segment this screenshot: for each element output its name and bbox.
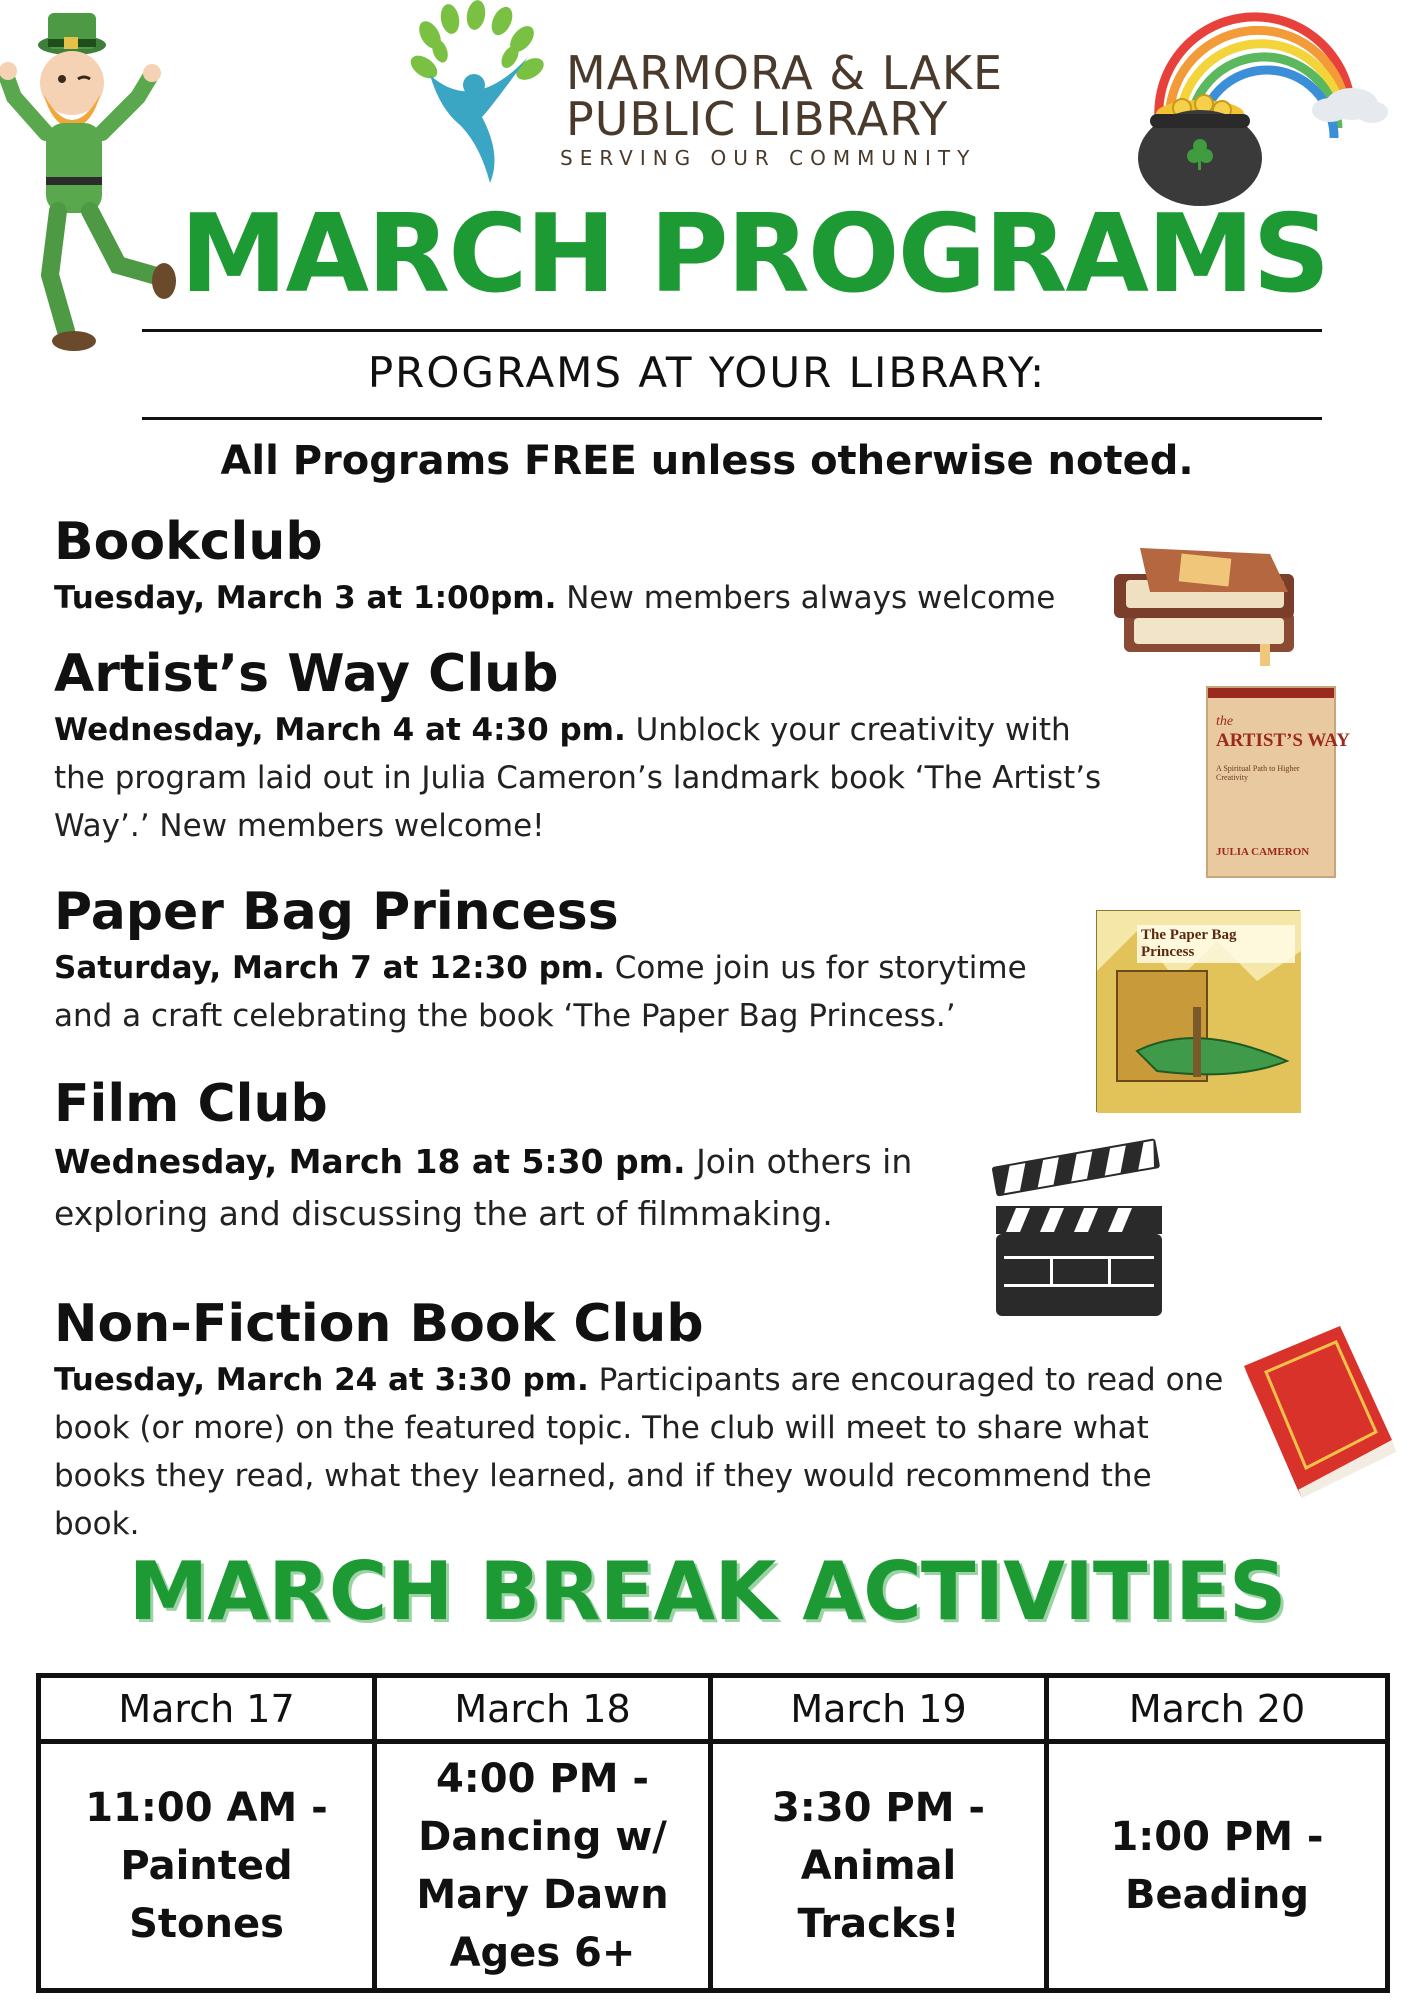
program-when: Tuesday, March 24 at 3:30 pm.	[54, 1362, 589, 1398]
paper-bag-princess-book-cover	[1096, 910, 1300, 1112]
leprechaun-illustration	[0, 5, 175, 370]
program-details: Unblock your creativity with the program laid out in Julia Cameron’s landmark book ‘The Artist’s Way’.’ New members welcome!	[54, 712, 1102, 844]
program-title: Paper Bag Princess	[54, 882, 619, 942]
table-header-cell: March 17	[41, 1678, 377, 1744]
program-title: Bookclub	[54, 512, 323, 572]
program-when: Saturday, March 7 at 12:30 pm.	[54, 950, 605, 986]
program-description	[54, 706, 1124, 850]
cover-title: ARTIST’S WAY	[1216, 730, 1350, 751]
program-when: Wednesday, March 18 at 5:30 pm.	[54, 1142, 686, 1181]
cover-title-prefix: the	[1216, 714, 1234, 729]
program-paper-bag-princess	[54, 880, 1084, 1040]
table-cell: 3:30 PM - Animal Tracks!	[713, 1744, 1049, 1988]
table-header-cell: March 18	[377, 1678, 713, 1744]
divider-bottom	[142, 417, 1322, 420]
page-title: MARCH PROGRAMS	[180, 192, 1329, 317]
table-cell: 4:00 PM - Dancing w/ Mary Dawn Ages 6+	[377, 1744, 713, 1988]
free-note: All Programs FREE unless otherwise noted.	[220, 438, 1194, 484]
table-cell: 11:00 AM - Painted Stones	[41, 1744, 377, 1988]
table-header-cell: March 19	[713, 1678, 1049, 1744]
program-details: Participants are encouraged to read one book (or more) on the featured topic. The club will meet to share what books they read, what they learned, and if they would recommend the book.	[54, 1362, 1224, 1542]
program-film-club	[54, 1072, 954, 1240]
table-cell: 1:00 PM - Beading	[1110, 1814, 1324, 1918]
program-when: Wednesday, March 4 at 4:30 pm.	[54, 712, 626, 748]
program-artists-way-club	[54, 642, 1124, 850]
program-details: New members always welcome	[556, 580, 1056, 616]
program-details: Join others in exploring and discussing the art of filmmaking.	[54, 1142, 913, 1233]
program-details: Come join us for storytime and a craft celebrating the book ‘The Paper Bag Princess.’	[54, 950, 1027, 1034]
subheading: PROGRAMS AT YOUR LIBRARY:	[367, 348, 1047, 397]
march-break-title: MARCH BREAK ACTIVITIES	[128, 1545, 1286, 1638]
library-tagline: SERVING OUR COMMUNITY	[560, 146, 977, 170]
table-header-cell: March 20	[1049, 1678, 1385, 1744]
program-title: Film Club	[54, 1074, 328, 1134]
library-name: MARMORA & LAKE PUBLIC LIBRARY	[566, 46, 1004, 146]
march-break-table	[36, 1673, 1390, 1993]
program-title: Artist’s Way Club	[54, 644, 559, 704]
library-logo-icon	[410, 5, 560, 185]
program-description	[54, 574, 1114, 622]
program-description	[54, 1356, 1224, 1548]
pot-of-gold-rainbow-illustration	[1120, 18, 1390, 208]
program-description	[54, 1136, 954, 1240]
books-icon	[1110, 540, 1310, 670]
divider-top	[142, 329, 1322, 332]
program-title: Non-Fiction Book Club	[54, 1294, 704, 1354]
program-description	[54, 944, 1084, 1040]
red-book-icon	[1240, 1320, 1400, 1500]
program-non-fiction-book-club	[54, 1292, 1224, 1548]
program-when: Tuesday, March 3 at 1:00pm.	[54, 580, 557, 616]
cover-tagline: A Spiritual Path to Higher Creativity	[1216, 764, 1300, 782]
cover-author: JULIA CAMERON	[1216, 846, 1310, 858]
cover-title: The Paper Bag Princess	[1137, 925, 1295, 963]
artists-way-book-cover	[1206, 686, 1350, 878]
program-bookclub	[54, 510, 1114, 622]
